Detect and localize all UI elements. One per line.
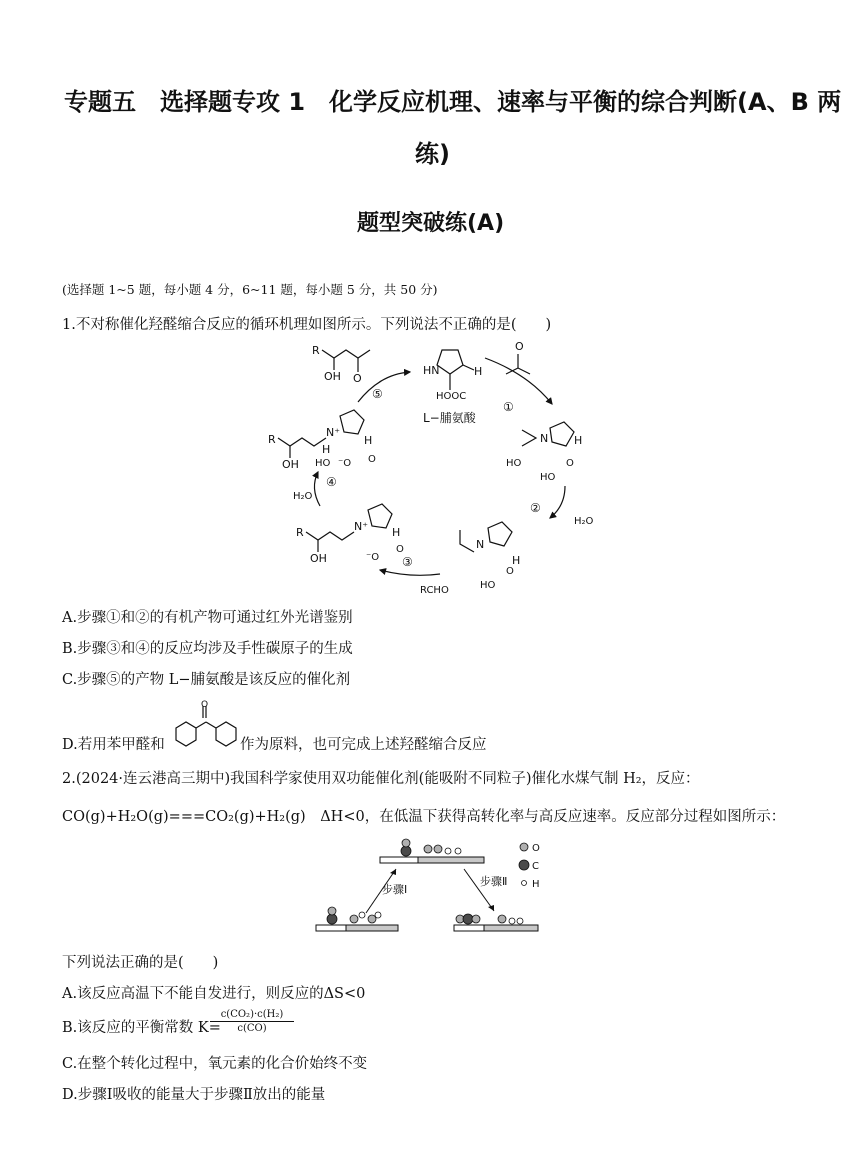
q2-option-a: A.该反应高温下不能自发进行，则反应的ΔS<0 [62, 986, 366, 1002]
q1-option-d-suffix: 作为原料，也可完成上述羟醛缩合反应 [240, 737, 487, 753]
fraction-numerator: c(CO₂)·c(H₂) [210, 1009, 294, 1022]
svg-text:OH: OH [324, 370, 341, 383]
q1-option-a: A.步骤①和②的有机产物可通过红外光谱鉴别 [62, 610, 353, 626]
svg-text:⁻O: ⁻O [366, 552, 380, 563]
svg-text:R: R [296, 526, 304, 539]
enamine-structure [460, 522, 520, 591]
benzophenone-structure [172, 700, 240, 752]
fraction-denominator: c(CO) [237, 1023, 267, 1034]
svg-text:④: ④ [326, 475, 337, 489]
q1-option-b: B.步骤③和④的反应均涉及手性碳原子的生成 [62, 641, 353, 657]
svg-text:⁻O: ⁻O [338, 458, 352, 469]
svg-text:H: H [474, 365, 483, 378]
svg-text:②: ② [530, 501, 541, 515]
svg-text:步骤Ⅰ: 步骤Ⅰ [382, 883, 408, 896]
iminium-intermediate-bottom [296, 504, 449, 596]
page-subtitle: 题型突破练(A) [357, 211, 505, 236]
svg-text:N⁺: N⁺ [354, 520, 369, 533]
svg-text:N⁺: N⁺ [326, 426, 341, 439]
svg-text:H: H [532, 879, 540, 890]
q1-option-c: C.步骤⑤的产物 L−脯氨酸是该反应的催化剂 [62, 672, 351, 688]
q2-catalyst-figure [312, 835, 552, 939]
svg-text:O: O [201, 700, 209, 710]
q2-option-d: D.步骤Ⅰ吸收的能量大于步骤Ⅱ放出的能量 [62, 1087, 326, 1103]
svg-text:HO: HO [315, 458, 331, 469]
iminium-intermediate-top [268, 410, 376, 502]
catalyst-label: L−脯氨酸 [423, 411, 476, 425]
svg-text:N: N [476, 538, 485, 551]
svg-text:O: O [506, 566, 514, 577]
svg-text:③: ③ [402, 555, 413, 569]
q1-stem: 1.不对称催化羟醛缩合反应的循环机理如图所示。下列说法不正确的是( ) [62, 317, 552, 333]
q2-option-b-prefix: B.该反应的平衡常数 K= [62, 1020, 221, 1036]
svg-text:RCHO: RCHO [420, 585, 449, 596]
q1-option-d-prefix: D.若用苯甲醛和 [62, 737, 165, 753]
svg-text:HOOC: HOOC [436, 391, 467, 402]
q2-option-c: C.在整个转化过程中，氧元素的化合价始终不变 [62, 1056, 368, 1072]
aldol-product-structure [312, 344, 370, 385]
q2-stem: 2.(2024·连云港高三期中)我国科学家使用双功能催化剂(能吸附不同粒子)催化水煤气制 H₂，反应： [62, 771, 700, 787]
svg-text:H₂O: H₂O [574, 516, 594, 527]
svg-text:H: H [392, 526, 401, 539]
q1-mechanism-figure [260, 338, 620, 600]
svg-text:HO: HO [540, 472, 556, 483]
svg-text:H: H [364, 434, 373, 447]
proline-structure [423, 350, 482, 402]
svg-text:①: ① [503, 400, 514, 414]
svg-text:H₂O: H₂O [293, 491, 313, 502]
svg-text:H: H [574, 434, 583, 447]
svg-text:HO: HO [506, 458, 522, 469]
svg-text:R: R [312, 344, 320, 357]
svg-text:H: H [512, 554, 521, 567]
page-title-line2: 练) [415, 140, 450, 168]
svg-text:C: C [532, 861, 539, 872]
svg-text:OH: OH [310, 552, 327, 565]
instructions: (选择题 1~5 题，每小题 4 分，6~11 题，每小题 5 分，共 50 分) [62, 282, 438, 297]
svg-text:O: O [396, 544, 404, 555]
svg-text:OH: OH [282, 458, 299, 471]
svg-text:N: N [540, 432, 549, 445]
hemiaminal-structure [506, 340, 582, 483]
q2-question: 下列说法正确的是( ) [62, 955, 219, 971]
svg-text:⑤: ⑤ [372, 387, 383, 401]
svg-text:R: R [268, 433, 276, 446]
svg-text:步骤Ⅱ: 步骤Ⅱ [480, 875, 508, 888]
svg-text:O: O [368, 454, 376, 465]
svg-text:O: O [353, 372, 362, 385]
q2-equation: CO(g)+H₂O(g)===CO₂(g)+H₂(g) ΔH<0，在低温下获得高转化率与高反应速率。反应部分过程如图所示： [62, 809, 786, 825]
svg-text:O: O [566, 458, 574, 469]
q2-fraction [210, 1009, 294, 1034]
page-title-line1: 专题五 选择题专攻 1 化学反应机理、速率与平衡的综合判断(A、B 两 [64, 88, 842, 116]
svg-text:O: O [532, 843, 540, 854]
svg-text:HN: HN [423, 364, 440, 377]
svg-text:HO: HO [480, 580, 496, 591]
svg-text:O: O [515, 340, 524, 353]
svg-text:H: H [322, 443, 331, 456]
